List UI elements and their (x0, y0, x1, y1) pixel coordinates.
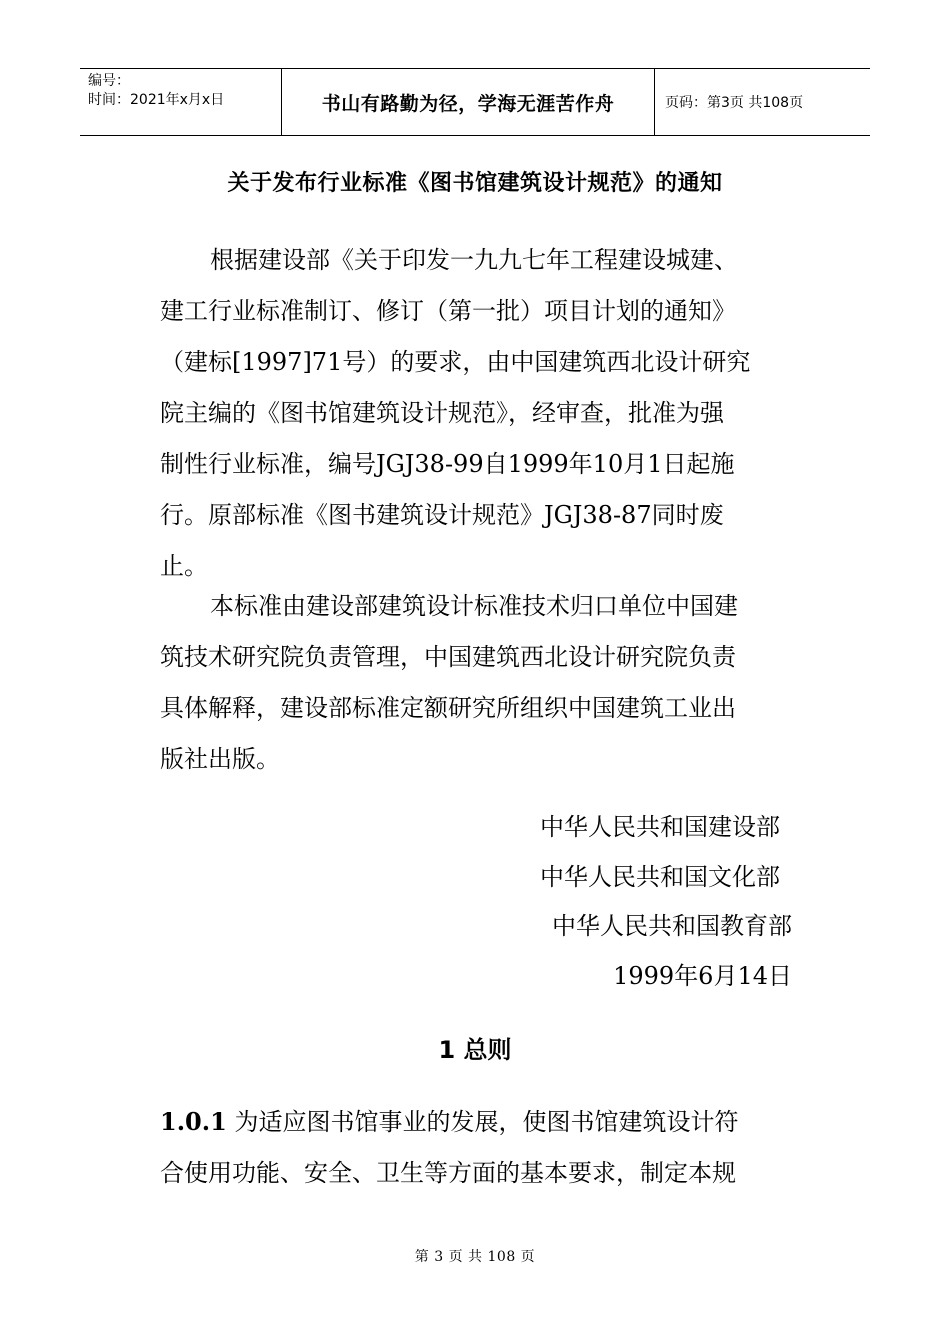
paragraph-line: 建工行业标准制订、修订（第一批）项目计划的通知》 (160, 297, 736, 325)
section-heading: 1 总则 (438, 1036, 512, 1064)
paragraph-line: 本标准由建设部建筑设计标准技术归口单位中国建 (210, 592, 738, 620)
header-meta (80, 69, 282, 135)
header-number-label: 编号： (88, 73, 130, 89)
page-header (80, 68, 870, 136)
signature-block (0, 803, 950, 1001)
clause-line (160, 1096, 780, 1148)
clause-1-0-1 (160, 1096, 780, 1199)
clause-line: 合使用功能、安全、卫生等方面的基本要求，制定本规 (160, 1159, 736, 1187)
paragraph-line: （建标[1997]71号）的要求，由中国建筑西北设计研究 (160, 348, 751, 376)
paragraph-line: 院主编的《图书馆建筑设计规范》，经审查，批准为强 (160, 399, 724, 427)
document-title: 关于发布行业标准《图书馆建筑设计规范》的通知 (227, 171, 723, 196)
paragraph-notice (160, 235, 780, 592)
signature-ministry-construction: 中华人民共和国建设部 (540, 813, 780, 841)
clause-number: 1.0.1 (160, 1107, 227, 1136)
signature-ministry-culture: 中华人民共和国文化部 (540, 862, 780, 891)
paragraph-line: 根据建设部《关于印发一九九七年工程建设城建、 (210, 246, 738, 274)
signature-ministry-education: 中华人民共和国教育部 (552, 912, 792, 940)
paragraph-management (160, 581, 780, 785)
paragraph-line: 制性行业标准，编号JGJ38-99自1999年10月1日起施 (160, 450, 735, 478)
paragraph-line: 行。原部标准《图书建筑设计规范》JGJ38-87同时废 (160, 501, 724, 529)
clause-text: 为适应图书馆事业的发展，使图书馆建筑设计符 (226, 1108, 739, 1136)
header-motto: 书山有路勤为径，学海无涯苦作舟 (282, 69, 655, 135)
header-page-info: 页码：第3页 共108页 (665, 95, 804, 111)
signature-date: 1999年6月14日 (613, 961, 792, 990)
header-time-label: 时间：2021年x月x日 (88, 92, 225, 108)
paragraph-line: 具体解释，建设部标准定额研究所组织中国建筑工业出 (160, 694, 736, 722)
paragraph-line: 版社出版。 (160, 745, 280, 773)
paragraph-line: 止。 (160, 552, 208, 580)
page-footer: 第 3 页 共 108 页 (414, 1249, 536, 1265)
paragraph-line: 筑技术研究院负责管理，中国建筑西北设计研究院负责 (160, 643, 736, 671)
